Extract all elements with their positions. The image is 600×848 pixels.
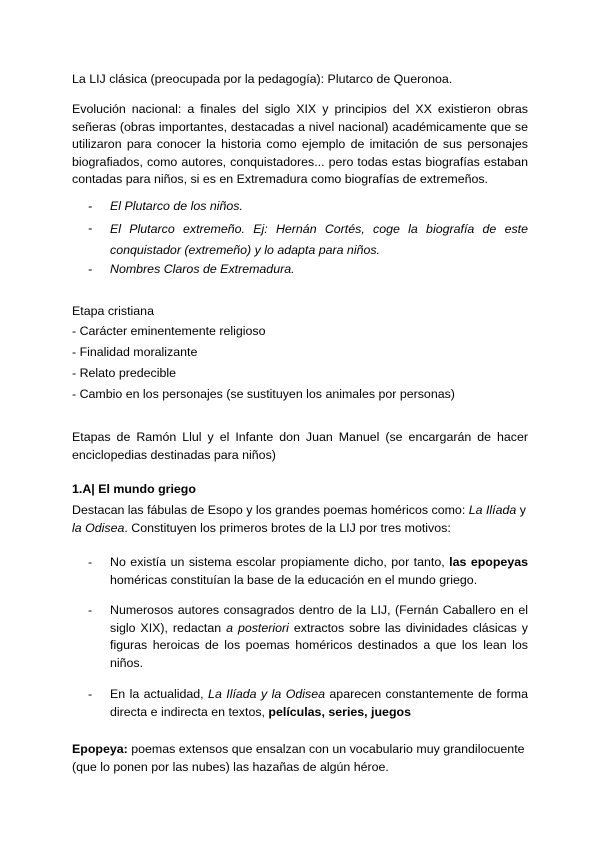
destacan-text-end: . Constituyen los primeros brotes de la LIJ por tres motivos: [124,520,451,535]
list-item-text: El Plutarco extremeño. Ej: Hernán Cortés, coge la biografía de este conquistador (extremeño) y lo adapta para niños. [110,222,528,257]
motivo-text-part: En la actualidad, [110,687,209,701]
cristiana-item: - Carácter eminentemente religioso [72,324,266,338]
motivo-text-part: aparecen constantemente de forma directa e indirecta en textos, [110,687,529,719]
dash-marker: - [88,199,93,213]
epopeya-definition [72,741,528,776]
motivo-text-part: No existía un sistema escolar propiamente dicho, por tanto, [110,555,450,569]
etapas-paragraph: Etapas de Ramón Llul y el Infante don Juan Manuel (se encargarán de hacer enciclopedias destinadas para niños) [72,430,528,462]
epopeya-term: Epopeya: [72,742,128,756]
conjunction: y [516,503,526,517]
list-item [90,260,528,280]
destacan-paragraph [72,502,528,537]
cristiana-title: Etapa cristiana [72,304,154,318]
motivo-text-part: extractos sobre las divinidades clásicas y figuras heroicas de los poemas homéricos destinados a que los lean los niños. [110,620,528,670]
motivo-text-part: homéricas constituían la base de la educación en el mundo griego. [110,572,478,587]
destacan-text: Destacan las fábulas de Esopo y los grandes poemas homéricos como: [72,503,469,517]
dash-marker: - [88,221,93,235]
dash-marker: - [88,603,93,617]
motivo-bold-part: películas, series, juegos [268,704,411,719]
motivo-text [110,554,528,589]
motivo-italic-part: La Ilíada y la Odisea [208,687,325,701]
evolucion-paragraph: Evolución nacional: a finales del siglo XIX y principios del XX existieron obras señeras (obras importantes, destacadas a nivel nacional) académicamente que se utilizaron para conocer la historia como ejemplo de imitación de sus personajes biografiados, como autores, conquistadores... pero todas estas biografías estaban contadas para niños, si es en Extremadura como biografías de extremeños. [72,102,528,186]
dash-marker: - [88,262,93,276]
intro-line: La LIJ clásica (preocupada por la pedagogía): Plutarco de Queronoa. [72,72,453,86]
list-item [90,197,528,217]
list-item [90,219,528,261]
dash-marker: - [88,555,93,569]
cristiana-item: - Finalidad moralizante [72,345,198,359]
list-item-text: El Plutarco de los niños. [110,199,243,213]
motivo-text-part: Numerosos autores consagrados dentro de la LIJ, (Fernán Caballero en el siglo XIX), redactan [110,603,528,635]
section-heading: 1.A| El mundo griego [72,482,196,496]
motivo-item [90,554,528,589]
motivo-italic-part: a posteriori [226,620,289,635]
motivo-bold-part: las epopeyas [449,555,528,569]
dash-marker: - [88,687,93,701]
cristiana-item: - Relato predecible [72,366,177,380]
motivo-text [110,602,528,672]
odisea-title: la Odisea [72,520,125,535]
epopeya-text: poemas extensos que ensalzan con un vocabulario muy grandilocuente (que lo ponen por las nubes) las hazañas de algún héroe. [72,742,525,774]
motivo-item [90,602,528,672]
motivo-item [90,686,528,721]
motivo-text [110,686,528,721]
cristiana-item: - Cambio en los personajes (se sustituyen los animales por personas) [72,387,455,401]
iliada-title: La Ilíada [468,503,517,517]
list-item-text: Nombres Claros de Extremadura. [110,262,295,276]
